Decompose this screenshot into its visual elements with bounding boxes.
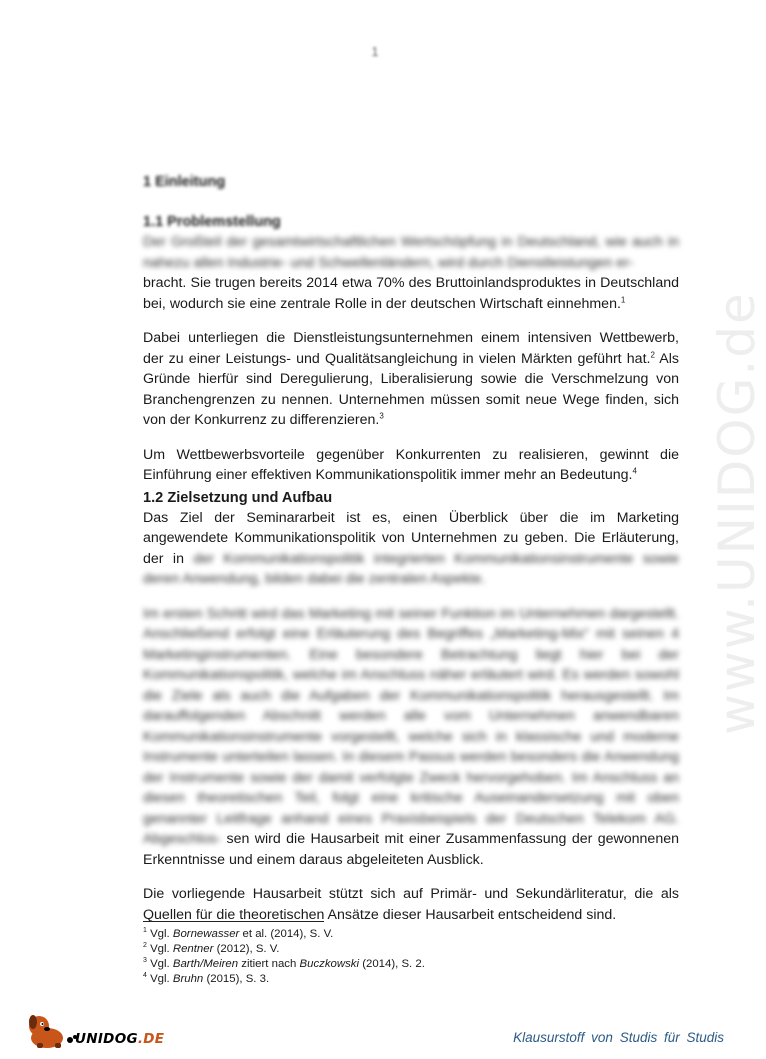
section-heading-1-2: 1.2 Zielsetzung und Aufbau	[143, 489, 333, 506]
footnote-author: Rentner	[172, 943, 214, 955]
footnote-source: et al. (2014), S. V.	[239, 928, 334, 940]
dog-mascot-icon	[25, 1010, 81, 1050]
footnote-number: 2	[143, 942, 147, 950]
paragraph-5	[143, 604, 679, 871]
page-number: 1	[371, 44, 379, 59]
footnote-source: (2012), S. V.	[213, 943, 280, 955]
footnote-number: 4	[143, 972, 147, 980]
footnote-source: (2014), S. 2.	[359, 958, 425, 970]
paragraph-1-blurred: Der Großteil der gesamtwirtschaftlichen Wertschöpfung in Deutschland, wie auch in nahezu allen Industrie- und Schwellenländern, wird durch Dienstleistungen er-	[143, 234, 679, 271]
footnote-prefix: Vgl.	[146, 943, 173, 955]
footnote-prefix: Vgl.	[146, 973, 173, 985]
section-heading-1-1: 1.1 Problemstellung	[143, 214, 281, 230]
footnote-prefix: Vgl.	[146, 958, 173, 970]
footnote-3	[143, 957, 679, 972]
paragraph-6	[143, 884, 679, 925]
footnote-author-2: Buczkowski	[299, 958, 360, 970]
footnote-ref-2: 2	[650, 349, 655, 359]
watermark: www.UNIDOG.de	[708, 291, 766, 735]
footnote-author: Bornewasser	[172, 928, 240, 940]
footnote-2	[143, 942, 679, 957]
footnote-ref-4: 4	[632, 466, 637, 476]
footnote-author: Bruhn	[172, 973, 204, 985]
paragraph-1-text: bracht. Sie trugen bereits 2014 etwa 70% des Bruttoinlandsproduktes in Deutschland bei, wodurch sie eine zentrale Rolle in der deutschen Wirtschaft einnehmen.	[143, 275, 679, 312]
footnote-ref-3: 3	[379, 411, 384, 421]
footnote-connector: zitiert nach	[238, 958, 300, 970]
paragraph-2-text: Dabei unterliegen die Dienstleistungsunternehmen einem intensiven Wettbewerb, der zu einer Leistungs- und Qualitätsangleichung in vielen Märkten geführt hat.	[143, 330, 679, 367]
paragraph-2	[143, 328, 679, 431]
paragraph-4-text: Das Ziel der Seminararbeit ist es, einen Überblick über die im Marketing angewendete Kommunikationspolitik von Unternehmen zu geben. Die Erläuterung, der in	[143, 509, 679, 567]
chapter-heading: 1 Einleitung	[143, 174, 226, 190]
footnote-4	[143, 972, 679, 987]
footnote-number: 3	[143, 957, 147, 965]
unidog-logo[interactable]	[25, 1010, 165, 1050]
paragraph-2-cont: Als Gründe hierfür sind Deregulierung, Liberalisierung sowie die Verschmelzung von Branchengrenzen zu nennen. Unternehmen müssen somit neue Wege finden, sich von der Konkurrenz zu differenzieren.	[143, 350, 679, 428]
logo-wordmark	[75, 1031, 164, 1047]
footnote-prefix: Vgl.	[146, 928, 173, 940]
footnote-ref-1: 1	[620, 294, 626, 304]
footnotes	[143, 927, 679, 987]
paragraph-5-text: sen wird die Hausarbeit mit einer Zusammenfassung der gewonnenen Erkenntnisse und einem daraus abgeleiteten Ausblick.	[143, 831, 679, 868]
footnote-1	[143, 927, 679, 942]
document-body	[143, 172, 679, 925]
paragraph-4-blurred: der Kommunikationspolitik integrierten Kommunikationsinstrumente sowie deren Anwendung, bilden dabei die zentralen Aspekte.	[143, 550, 679, 587]
logo-text-main: UNIDOG	[75, 1031, 138, 1047]
paragraph-1	[143, 232, 679, 314]
paragraph-5-blurred: Im ersten Schritt wird das Marketing mit seiner Funktion im Unternehmen dargestellt. Anschließend erfolgt eine Erläuterung des Begriffes „Marketing-Mix“ mit seinen 4 Marketinginstrumenten. Eine besondere Betrachtung liegt hier bei der Kommunikationspolitik, welche im Anschluss näher erläutert wird. Es werden sowohl die Ziele als auch die Aufgaben der Kommunikationspolitik herausgestellt. Im darauffolgenden Abschnitt werden alle vom Unternehmen anwendbaren Kommunikationsinstrumente vorgestellt, welche sich in klassische und moderne Instrumente unterteilen lassen. In diesem Passus werden besonders die Anwendung der Instrumente sowie der damit verfolgte Zweck hervorgehoben. Im Anschluss an diesen theoretischen Teil, folgt eine kritische Auseinandersetzung mit oben genannter Leitfrage anhand eines Praxisbeispiels der Deutschen Telekom AG. Abgeschlos-	[143, 605, 679, 847]
footnote-separator	[143, 921, 324, 922]
paragraph-6-text: Die vorliegende Hausarbeit stützt sich auf Primär- und Sekundärliteratur, die als Quellen für die theoretischen Ansätze dieser Hausarbeit entscheidend sind.	[143, 886, 679, 923]
footnote-number: 1	[143, 927, 147, 935]
paragraph-3-text: Um Wettbewerbsvorteile gegenüber Konkurrenten zu realisieren, gewinnt die Einführung einer effektiven Kommunikationspolitik immer mehr an Bedeutung.	[143, 446, 679, 483]
logo-text-domain: .DE	[137, 1031, 165, 1047]
footnote-source: (2015), S. 3.	[203, 973, 270, 985]
paragraph-4	[143, 508, 679, 590]
footnote-author: Barth/Meiren	[172, 958, 239, 970]
slogan: Klausurstoff von Studis für Studis	[513, 1030, 724, 1045]
paragraph-3	[143, 445, 679, 486]
